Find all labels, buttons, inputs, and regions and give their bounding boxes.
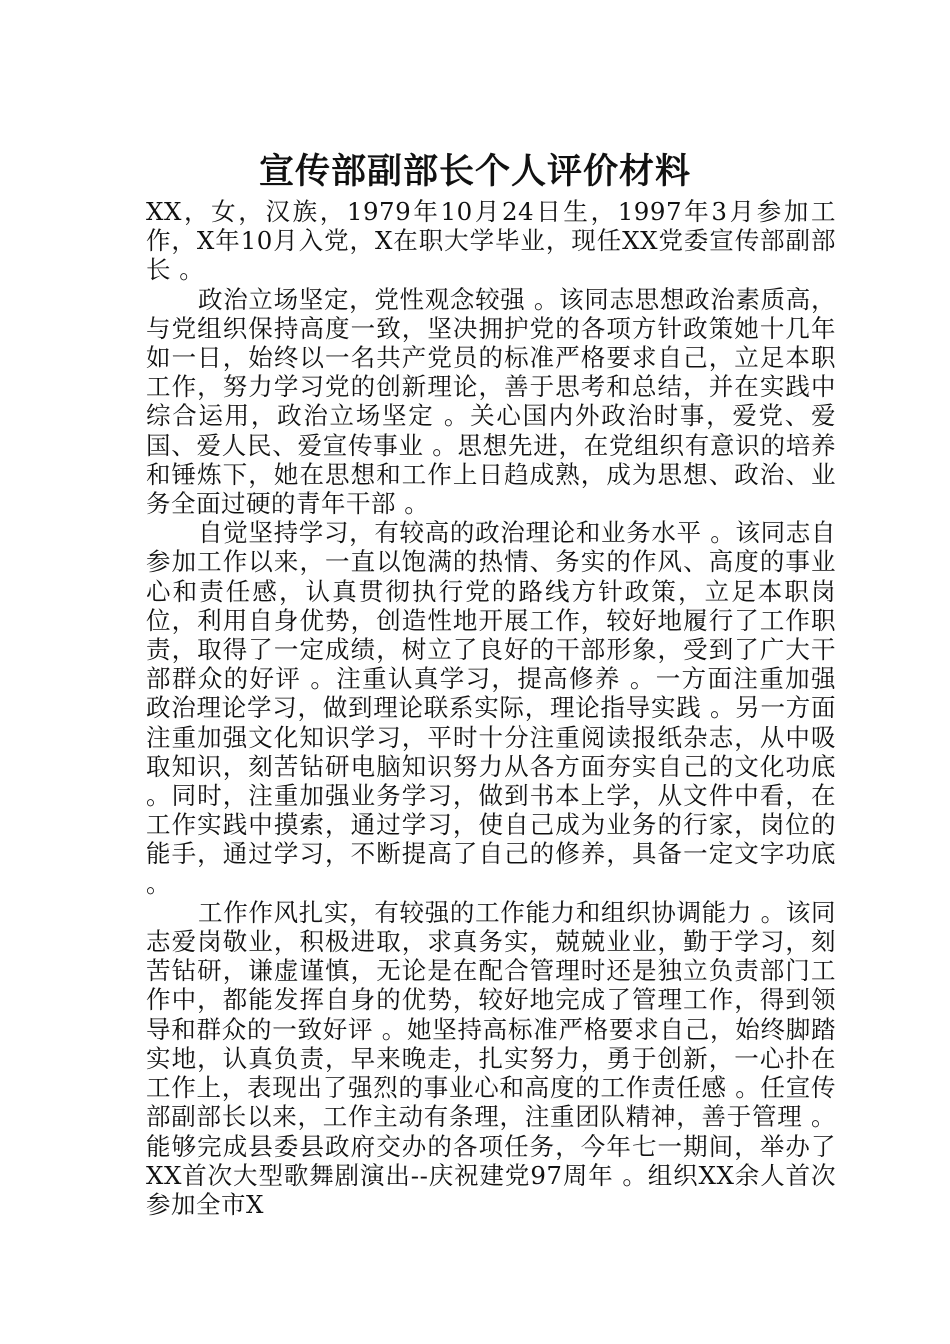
- paragraph-personal-info: XX，女，汉族，1979年10月24日生，1997年3月参加工作，X年10月入党，X在职大学毕业，现任XX党委宣传部副部长 。: [146, 197, 836, 285]
- document-body: [146, 197, 836, 1219]
- paragraph-work-style: 工作作风扎实，有较强的工作能力和组织协调能力 。该同志爱岗敬业，积极进取，求真务实，兢兢业业，勤于学习，刻苦钻研，谦虚谨慎，无论是在配合管理时还是独立负责部门工作中，都能发挥自身的优势，较好地完成了管理工作，得到领导和群众的一致好评 。她坚持高标准严格要求自己，始终脚踏实地，认真负责，早来晚走，扎实努力，勇于创新，一心扑在工作上，表现出了强烈的事业心和高度的工作责任感 。任宣传部副部长以来，工作主动有条理，注重团队精神，善于管理 。能够完成县委县政府交办的各项任务，今年七一期间，举办了XX首次大型歌舞剧演出--庆祝建党97周年 。组织XX余人首次参加全市X: [146, 897, 836, 1219]
- document-title: 宣传部副部长个人评价材料: [258, 151, 691, 192]
- paragraph-political-stance: 政治立场坚定，党性观念较强 。该同志思想政治素质高，与党组织保持高度一致，坚决拥护党的各项方针政策她十几年如一日，始终以一名共产党员的标准严格要求自己，立足本职工作，努力学习党的创新理论，善于思考和总结，并在实践中综合运用，政治立场坚定 。关心国内外政治时事，爱党、爱国、爱人民、爱宣传事业 。思想先进，在党组织有意识的培养和锤炼下，她在思想和工作上日趋成熟，成为思想、政治、业务全面过硬的青年干部 。: [146, 284, 836, 519]
- paragraph-study: 自觉坚持学习，有较高的政治理论和业务水平 。该同志自参加工作以来，一直以饱满的热情、务实的作风、高度的事业心和责任感，认真贯彻执行党的路线方针政策，立足本职岗位，利用自身优势，创造性地开展工作，较好地履行了工作职责，取得了一定成绩，树立了良好的干部形象，受到了广大干部群众的好评 。注重认真学习，提高修养 。一方面注重加强政治理论学习，做到理论联系实际，理论指导实践 。另一方面注重加强文化知识学习，平时十分注重阅读报纸杂志，从中吸取知识，刻苦钻研电脑知识努力从各方面夯实自己的文化功底 。同时，注重加强业务学习，做到书本上学，从文件中看，在工作实践中摸索，通过学习，使自己成为业务的行家，岗位的能手，通过学习，不断提高了自己的修养，具备一定文字功底 。: [146, 518, 836, 898]
